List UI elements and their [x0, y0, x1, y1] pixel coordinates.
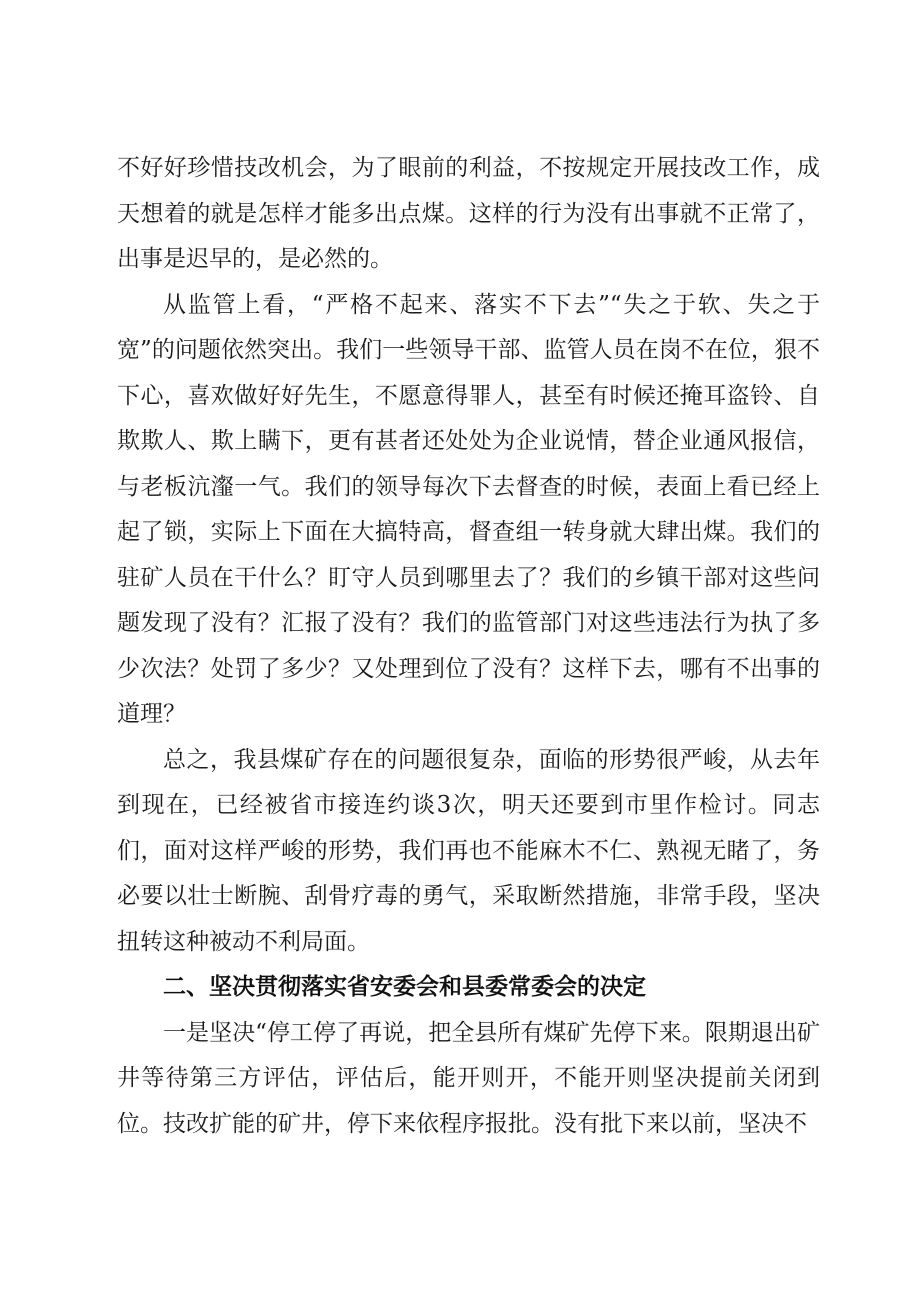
paragraph-supervision: 从监管上看，“严格不起来、落实不下去”“失之于软、失之于宽”的问题依然突出。我们一些领导干部、监管人员在岗不在位，狠不下心，喜欢做好好先生，不愿意得罪人，甚至有时候还掩耳盗铃、自欺欺人、欺上瞒下，更有甚者还处处为企业说情，替企业通风报信，与老板沆瀣一气。我们的领导每次下去督查的时候，表面上看已经上起了锁，实际上下面在大搞特高，督查组一转身就大肆出煤。我们的驻矿人员在干什么？盯守人员到哪里去了？我们的乡镇干部对这些问题发现了没有？汇报了没有？我们的监管部门对这些违法行为执了多少次法？处罚了多少？又处理到位了没有？这样下去，哪有不出事的道理？ — [117, 291, 820, 727]
paragraph-continuation: 不好好珍惜技改机会，为了眼前的利益，不按规定开展技改工作，成天想着的就是怎样才能多出点煤。这样的行为没有出事就不正常了，出事是迟早的，是必然的。 — [117, 155, 820, 272]
paragraph-first-measure: 一是坚决“停工停了再说，把全县所有煤矿先停下来。限期退出矿井等待第三方评估，评估后，能开则开，不能开则坚决提前关闭到位。技改扩能的矿井，停下来依程序报批。没有批下来以前，坚决不 — [117, 1019, 820, 1137]
document-body — [117, 146, 820, 1147]
paragraph-summary: 总之，我县煤矿存在的问题很复杂，面临的形势很严峻，从去年到现在，已经被省市接连约谈3次，明天还要到市里作检讨。同志们，面对这样严峻的形势，我们再也不能麻木不仁、熟视无睹了，务必要以壮士断腕、刮骨疗毒的勇气，采取断然措施，非常手段，坚决扭转这种被动不利局面。 — [117, 746, 820, 955]
section-heading: 二、坚决贯彻落实省安委会和县委常委会的决定 — [163, 974, 646, 1000]
